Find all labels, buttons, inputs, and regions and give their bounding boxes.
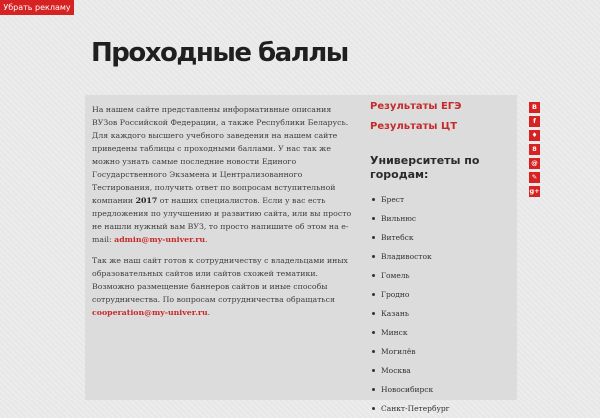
city-link-vilnius[interactable]: Вильнюс <box>370 209 510 228</box>
city-link-mogilev[interactable]: Могилёв <box>370 342 510 361</box>
content-panel <box>85 95 517 413</box>
cooperation-email-link[interactable]: cooperation@my-univer.ru <box>92 308 208 317</box>
city-link-kazan[interactable]: Казань <box>370 304 510 323</box>
sidebar <box>370 100 510 418</box>
odnoklassniki-icon[interactable]: 8 <box>529 144 540 155</box>
livejournal-icon[interactable]: ✎ <box>529 172 540 183</box>
city-link-saint-petersburg[interactable]: Санкт-Петербург <box>370 399 510 418</box>
intro-text-part1: На нашем сайте представлены информативные описания ВУЗов Российской Федерации, а также Республики Беларусь. Для каждого высшего учебного заведения на нашем сайте приведены таблицы с проходными баллами. У нас так же можно узнать самые последние новости Единого Государственного Экзамена и Централизованного Тестирования, получить ответ по вопросам вступительной компании <box>92 105 349 205</box>
city-link-vladivostok[interactable]: Владивосток <box>370 247 510 266</box>
vk-icon[interactable]: В <box>529 102 540 113</box>
bookmark-icon[interactable]: ♦ <box>529 130 540 141</box>
city-link-gomel[interactable]: Гомель <box>370 266 510 285</box>
cooperation-text: Так же наш сайт готов к сотрудничеству с владельцами иных образовательных сайтов или сайтов схожей тематики. Возможно размещение баннеров сайтов и иные способы сотрудничества. По вопросам сотрудничества обращаться <box>92 256 348 304</box>
cities-list <box>370 190 510 418</box>
city-link-moscow[interactable]: Москва <box>370 361 510 380</box>
city-link-vitebsk[interactable]: Витебск <box>370 228 510 247</box>
remove-ads-button[interactable]: Убрать рекламу <box>0 0 74 15</box>
ct-results-link[interactable]: Результаты ЦТ <box>370 121 458 132</box>
city-link-brest[interactable]: Брест <box>370 190 510 209</box>
page-title: Проходные баллы <box>91 38 348 68</box>
intro-paragraph-2: Так же наш сайт готов к сотрудничеству с владельцами иных образовательных сайтов или сайтов схожей тематики. Возможно размещение баннеров сайтов и иные способы сотрудничества. По вопросам сотрудничества обращаться cooperation@my-univer.ru. <box>92 256 348 317</box>
googleplus-icon[interactable]: g+ <box>529 187 540 195</box>
intro-text-part2: от наших специалистов. Если у вас есть предложения по улучшению и развитию сайта, или вы просто не нашли нужный вам ВУЗ, то просто напишите об этом на e-mail: <box>92 196 352 244</box>
social-share-bar <box>529 102 541 200</box>
admin-email-link[interactable]: admin@my-univer.ru <box>114 235 206 244</box>
intro-text <box>92 103 357 327</box>
cities-heading: Университеты по городам: <box>370 154 480 181</box>
mail-icon[interactable]: @ <box>529 158 540 169</box>
facebook-icon[interactable]: f <box>529 116 540 127</box>
ege-results-link[interactable]: Результаты ЕГЭ <box>370 101 462 112</box>
city-link-minsk[interactable]: Минск <box>370 323 510 342</box>
intro-paragraph-1: На нашем сайте представлены информативные описания ВУЗов Российской Федерации, а также Республики Беларусь. Для каждого высшего учебного заведения на нашем сайте приведены таблицы с проходными баллами. У нас так же можно узнать самые последние новости Единого Государственного Экзамена и Централизованного Тестирования, получить ответ по вопросам вступительной компании 2017 от наших специалистов. Если у вас есть предложения по улучшению и развитию сайта, или вы просто не нашли нужный вам ВУЗ, то просто напишите об этом на e-mail: admin@my-univer.ru. <box>92 105 352 244</box>
city-link-grodno[interactable]: Гродно <box>370 285 510 304</box>
campaign-year: 2017 <box>135 196 158 205</box>
city-link-novosibirsk[interactable]: Новосибирск <box>370 380 510 399</box>
